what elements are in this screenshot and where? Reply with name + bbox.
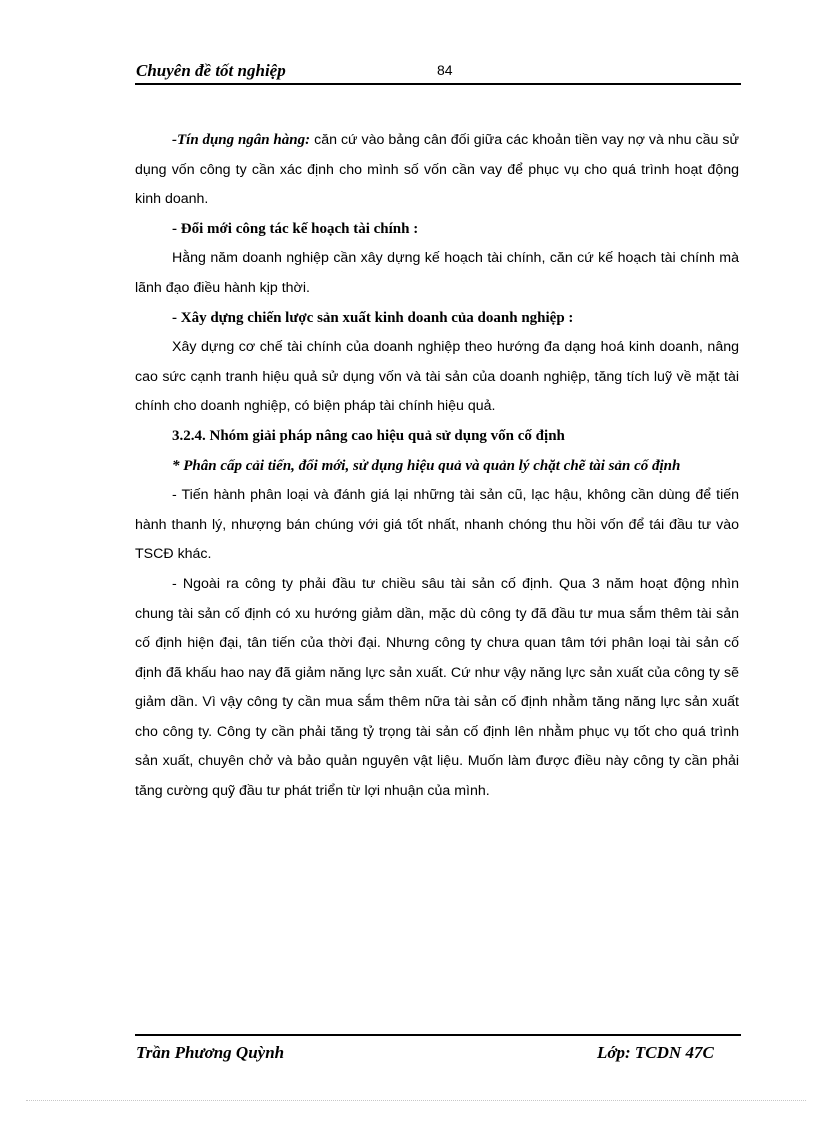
page-number: 84 (437, 62, 453, 78)
bank-credit-label: -Tín dụng ngân hàng: (172, 132, 311, 148)
page-bottom-dotted-line (26, 1100, 806, 1101)
header-title: Chuyên đề tốt nghiệp (136, 61, 286, 80)
bank-credit-text: căn cứ vào bảng cân đối giữa các khoản tiền vay nợ và nhu cầu sử dụng vốn công ty cần xác định cho mình số vốn cần vay để phục vụ cho quá trình hoạt động kinh doanh. (135, 132, 740, 208)
footer-author: Trần Phương Quỳnh (136, 1043, 285, 1062)
paragraph-asset-investment: - Ngoài ra công ty phải đầu tư chiều sâu tài sản cố định. Qua 3 năm hoạt động nhìn chung tài sản cố định có xu hướng giảm dần, mặc dù công ty đã đầu tư mua sắm thêm tài sản cố định hiện đại, tân tiến của thời đại. Nhưng công ty chưa quan tâm tới phân loại tài sản cố định đã khấu hao nay đã giảm năng lực sản xuất. Cứ như vậy năng lực sản xuất của công ty sẽ giảm dần. Vì vậy công ty cần mua sắm thêm nữa tài sản cố định nhằm tăng năng lực sản xuất cho công ty. Công ty cần phải tăng tỷ trọng tài sản cố định lên nhằm phục vụ tốt cho quá trình sản xuất, chuyên chở và bảo quản nguyên vật liệu. Muốn làm được điều này công ty cần phải tăng cường quỹ đầu tư phát triển từ lợi nhuận của mình. (135, 575, 739, 800)
heading-financial-planning: - Đổi mới công tác kế hoạch tài chính : (172, 220, 419, 237)
paragraph-bank-credit (135, 126, 739, 215)
subheading-fixed-assets: * Phân cấp cải tiến, đổi mới, sử dụng hiệu quả và quản lý chặt chẽ tài sản cố định (172, 457, 681, 474)
footer-divider (135, 1034, 741, 1036)
header-divider (135, 83, 741, 85)
paragraph-business-strategy: Xây dựng cơ chế tài chính của doanh nghiệp theo hướng đa dạng hoá kinh doanh, nâng cao sức cạnh tranh hiệu quả sử dụng vốn và tài sản của doanh nghiệp, tăng tích luỹ về mặt tài chính cho doanh nghiệp, có biện pháp tài chính hiệu quả. (135, 339, 739, 415)
document-body (135, 126, 739, 807)
paragraph-asset-liquidation: - Tiến hành phân loại và đánh giá lại những tài sản cũ, lạc hậu, không cần dùng để tiến hành thanh lý, nhượng bán chúng với giá tốt nhất, nhanh chóng thu hồi vốn để tái đầu tư vào TSCĐ khác. (135, 487, 739, 563)
section-heading-fixed-capital: 3.2.4. Nhóm giải pháp nâng cao hiệu quả sử dụng vốn cố định (172, 427, 565, 444)
heading-business-strategy: - Xây dựng chiến lược sản xuất kinh doanh của doanh nghiệp : (172, 309, 574, 326)
paragraph-financial-planning: Hằng năm doanh nghiệp cần xây dựng kế hoạch tài chính, căn cứ kế hoạch tài chính mà lãnh đạo điều hành kịp thời. (135, 250, 739, 296)
footer-class: Lớp: TCDN 47C (597, 1043, 714, 1062)
